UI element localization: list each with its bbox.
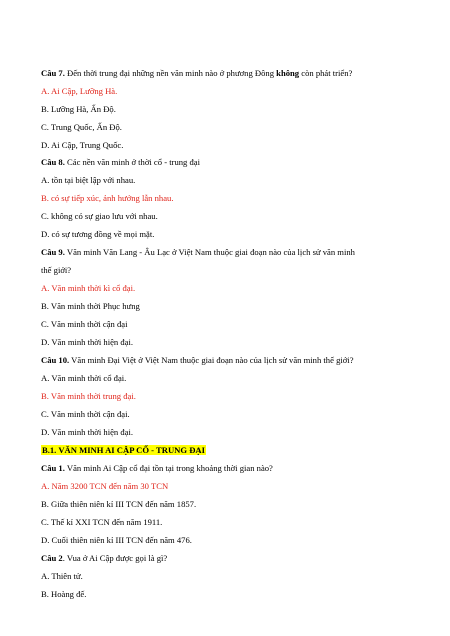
answer-option: A. Văn minh thời cổ đại. bbox=[41, 373, 127, 383]
answer-option: B. Văn minh thời trung đại. bbox=[41, 391, 136, 401]
section-heading-text: B.1. VĂN MINH AI CẬP CỔ - TRUNG ĐẠI bbox=[42, 445, 205, 455]
question-1 bbox=[41, 463, 410, 474]
answer-option: C. Văn minh thời cận đại bbox=[41, 319, 128, 329]
question-10 bbox=[41, 355, 410, 366]
question-text: Văn minh Ai Cập cổ đại tồn tại trong khoảng thời gian nào? bbox=[64, 463, 273, 473]
question-label: Câu 7. bbox=[41, 68, 65, 78]
question-label: Câu 8. bbox=[41, 157, 65, 167]
answer-option: B. có sự tiếp xúc, ảnh hưởng lẫn nhau. bbox=[41, 193, 174, 203]
question-emphasis: không bbox=[276, 68, 300, 78]
answer-option: A. Văn minh thời kì cổ đại. bbox=[41, 283, 136, 293]
answer-option: D. Cuối thiên niên kỉ III TCN đến năm 476. bbox=[41, 535, 192, 545]
answer-option: D. Văn minh thời hiện đại. bbox=[41, 427, 133, 437]
question-label: Câu 2 bbox=[41, 553, 63, 563]
answer-option: C. Trung Quốc, Ấn Độ. bbox=[41, 122, 122, 132]
answer-option: B. Lưỡng Hà, Ấn Độ. bbox=[41, 104, 116, 114]
question-8 bbox=[41, 157, 410, 168]
question-text-end: còn phát triển? bbox=[299, 68, 353, 78]
question-label: Câu 1. bbox=[41, 463, 65, 473]
question-text: Văn minh Văn Lang - Âu Lạc ở Việt Nam thuộc giai đoạn nào của lịch sử văn minh bbox=[64, 247, 355, 257]
answer-option: A. Thiên tử. bbox=[41, 571, 83, 581]
answer-option: A. Năm 3200 TCN đến năm 30 TCN bbox=[41, 481, 169, 491]
answer-option: B. Giữa thiên niên kỉ III TCN đến năm 1857. bbox=[41, 499, 197, 509]
question-7 bbox=[41, 68, 410, 79]
answer-option: A. Ai Cập, Lưỡng Hà. bbox=[41, 86, 118, 96]
answer-option: B. Hoàng đế. bbox=[41, 589, 87, 599]
question-text: Đến thời trung đại những nền văn minh nào ở phương Đông bbox=[64, 68, 277, 78]
question-2 bbox=[41, 553, 410, 564]
question-text: . Vua ở Ai Cập được gọi là gì? bbox=[62, 553, 168, 563]
answer-option: B. Văn minh thời Phục hưng bbox=[41, 301, 140, 311]
answer-option: C. Thế kỉ XXI TCN đến năm 1911. bbox=[41, 517, 163, 527]
question-text: Văn minh Đại Việt ở Việt Nam thuộc giai đoạn nào của lịch sử văn minh thế giới? bbox=[69, 355, 354, 365]
answer-option: C. không có sự giao lưu với nhau. bbox=[41, 211, 158, 221]
section-heading bbox=[41, 445, 410, 456]
answer-option: A. tồn tại biệt lập với nhau. bbox=[41, 175, 136, 185]
question-label: Câu 10. bbox=[41, 355, 70, 365]
question-text: Các nền văn minh ở thời cổ - trung đại bbox=[64, 157, 200, 167]
answer-option: D. có sự tương đồng về mọi mặt. bbox=[41, 229, 155, 239]
question-9-continued: thế giới? bbox=[41, 265, 72, 275]
answer-option: C. Văn minh thời cận đại. bbox=[41, 409, 130, 419]
answer-option: D. Văn minh thời hiện đại. bbox=[41, 337, 133, 347]
question-9 bbox=[41, 247, 410, 258]
answer-option: D. Ai Cập, Trung Quốc. bbox=[41, 140, 124, 150]
question-label: Câu 9. bbox=[41, 247, 65, 257]
